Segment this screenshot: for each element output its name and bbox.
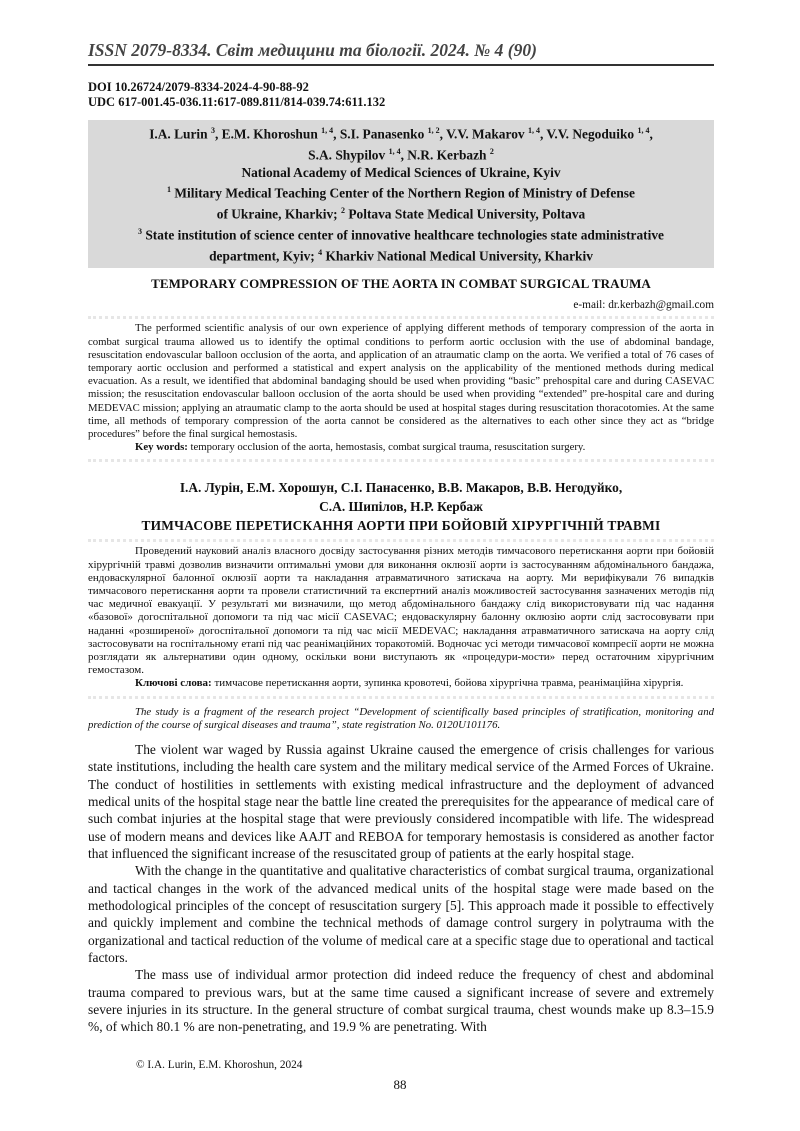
authors-en-line2: S.A. Shypilov $^{1, 4}$, N.R. Kerbazh $^2$ <box>308 146 494 163</box>
section-divider <box>88 539 714 542</box>
body-paragraph-2: With the change in the quantitative and qualitative characteristics of combat surgical trauma, organizational and tactical changes in the work of the advanced medical units of the hospital stage were made based on the methodological principles of the concept of resuscitation surgery [5]. This approach made it possible to effectively and quickly implement and combine the technical methods of damage control surgery in polytrauma with the organizational and tactical reduction of the volume of medical care at a specific stage due to operational and tactical factors. <box>88 863 714 966</box>
keywords-en: Key words: temporary occlusion of the aorta, hemostasis, combat surgical trauma, resuscitation surgery. <box>135 441 586 454</box>
keywords-ua: Ключові слова: тимчасове перетискання аорти, зупинка кровотечі, бойова хірургічна травма, реанімаційна хірургія. <box>135 677 684 690</box>
journal-header: ISSN 2079-8334. Світ медицини та біології. 2024. № 4 (90) <box>88 40 537 60</box>
affiliation-military-1: $^1$ Military Medical Teaching Center of the Northern Region of Ministry of Defense <box>167 185 635 201</box>
abstract-ua-text: Проведений науковий аналіз власного досвіду застосування різних методів тимчасового перетискання аорти при бойовій хірургічній травмі дозволив визначити оптимальні умови для виконання оклюзії аорти із застосуванням абдомінального бандажа, ендоваскулярної балонної оклюзії аорти та накладання атравматичного затискача на аорту. Ми верифікували 76 випадків тимчасового перетискання аорти та провели статистичний та експертний аналіз можливостей застосування зазначених методів під час медичної евакуації. У результаті ми визначили, що метод абдомінального бандажу слід використовувати під час надання «базової» догоспітальної допомоги та під час місії CASEVAC; ендоваскулярну балонну оклюзію аорти слід застосовувати при наданні «розширеної» догоспітальної допомоги та під час місії MEDEVAC; накладання атравматичного затискача на аорту слід застосовувати на госпітальному етапі під час реанімаційних торакотомій. Водночас усі методи тимчасової компресії аорти не можна розглядати як альтернативи один одному, оскільки вони виступають як «процедури-мости» перед остаточним хірургічним гемостазом. <box>88 545 714 677</box>
article-title-en: TEMPORARY COMPRESSION OF THE AORTA IN COMBAT SURGICAL TRAUMA <box>151 276 651 292</box>
affiliation-state-1: $^3$ State institution of science center of innovative healthcare technologies state administrative <box>137 227 665 243</box>
authors-ua <box>88 478 714 516</box>
affiliation-military-2: of Ukraine, Kharkiv; $^2$ Poltava State Medical University, Poltava <box>216 206 586 222</box>
abstract-en-text: The performed scientific analysis of our own experience of applying different methods of temporary compression of the aorta in combat surgical trauma allowed us to identify the optimal conditions to perform aortic occlusion with the use of abdominal bandage, resuscitation endovascular balloon occlusion of the aorta, and application of an atraumatic clamp on the aorta. We verified a total of 76 cases of temporary aortic occlusion and performed a statistical and expert analysis on the applicability of the mentioned methods during medical evacuation. As a result, we identified that abdominal bandaging should be used when providing “basic” prehospital care and during CASEVAC mission; the resuscitation endovascular balloon occlusion of the aorta should be used when providing “extended” pre-hospital care and during MEDEVAC mission; applying an atraumatic clamp to the aorta should be used at hospital stages during resuscitation thoracotomies. At the same time, all methods of temporary compression of the aorta cannot be considered as the alternatives to each other since they act as “bridge procedures” before the final surgical hemostasis. <box>88 322 714 440</box>
body-paragraph-1: The violent war waged by Russia against Ukraine caused the emergence of crisis challenges for various state institutions, including the health care system and the military medical service of the Armed Forces of Ukraine. The conduct of hostilities in settlements with existing medical infrastructure and the deployment of advanced medical units of the hospital stage near the battle line created the prerequisites for the appearance of medical care of such combat injuries at the hospital stage that were previously considered incompatible with life. The widespread use of modern means and devices like AAJT and REBOA for temporary hemostasis is considered as another factor that influenced the significant increase of the resuscitated group of patients at the early hospital stage. <box>88 741 714 862</box>
authors-ua-line1: І.А. Лурін, Е.М. Хорошун, С.І. Панасенко, В.В. Макаров, В.В. Негодуйко, <box>179 480 623 496</box>
section-divider <box>88 696 714 699</box>
page-number: 88 <box>393 1077 407 1092</box>
contact-email[interactable]: e-mail: dr.kerbazh@gmail.com <box>573 299 714 312</box>
udc: UDC 617-001.45-036.11:617-089.811/814-039.74:611.132 <box>88 95 386 109</box>
abstract-ua <box>88 545 714 690</box>
article-title-ua: ТИМЧАСОВЕ ПЕРЕТИСКАННЯ АОРТИ ПРИ БОЙОВІЙ ХІРУРГІЧНІЙ ТРАВМІ <box>141 518 661 534</box>
author-affiliation-box <box>88 120 714 268</box>
abstract-en <box>88 322 714 454</box>
identifiers <box>88 80 714 110</box>
body-paragraph-3: The mass use of individual armor protection did indeed reduce the frequency of chest and abdominal trauma compared to previous wars, but at the same time caused a significant increase of severe and extremely severe injuries in its structure. In the general structure of combat surgical trauma, chest wounds make up 8.3–15.9 %, of which 80.1 % are non-penetrating, and 19.9 % are penetrating. With <box>88 967 714 1035</box>
affiliation-state-2: department, Kyiv; $^4$ Kharkiv National Medical University, Kharkiv <box>209 248 593 264</box>
authors-ua-line2: С.А. Шипілов, Н.Р. Кербаж <box>319 499 483 515</box>
article-page <box>88 40 714 1036</box>
study-note: The study is a fragment of the research project “Development of scientifically based principles of stratification, monitoring and prediction of the course of surgical diseases and trauma”, state registration No. 0120U101176. <box>88 705 714 731</box>
section-divider <box>88 459 714 462</box>
authors-en-line1: I.A. Lurin $^3$, E.M. Khoroshun $^{1, 4}$, S.I. Panasenko $^{1, 2}$, V.V. Makarov $^{1, 4}$, V.V. Negoduiko $^{1, 4}$, <box>149 126 653 142</box>
body-text <box>88 741 714 1036</box>
affiliation-nams: National Academy of Medical Sciences of Ukraine, Kyiv <box>241 164 561 180</box>
header-rule <box>88 64 714 66</box>
section-divider <box>88 316 714 319</box>
doi: DOI 10.26724/2079-8334-2024-4-90-88-92 <box>88 80 309 94</box>
copyright-footer: © I.A. Lurin, E.M. Khoroshun, 2024 <box>136 1059 303 1071</box>
